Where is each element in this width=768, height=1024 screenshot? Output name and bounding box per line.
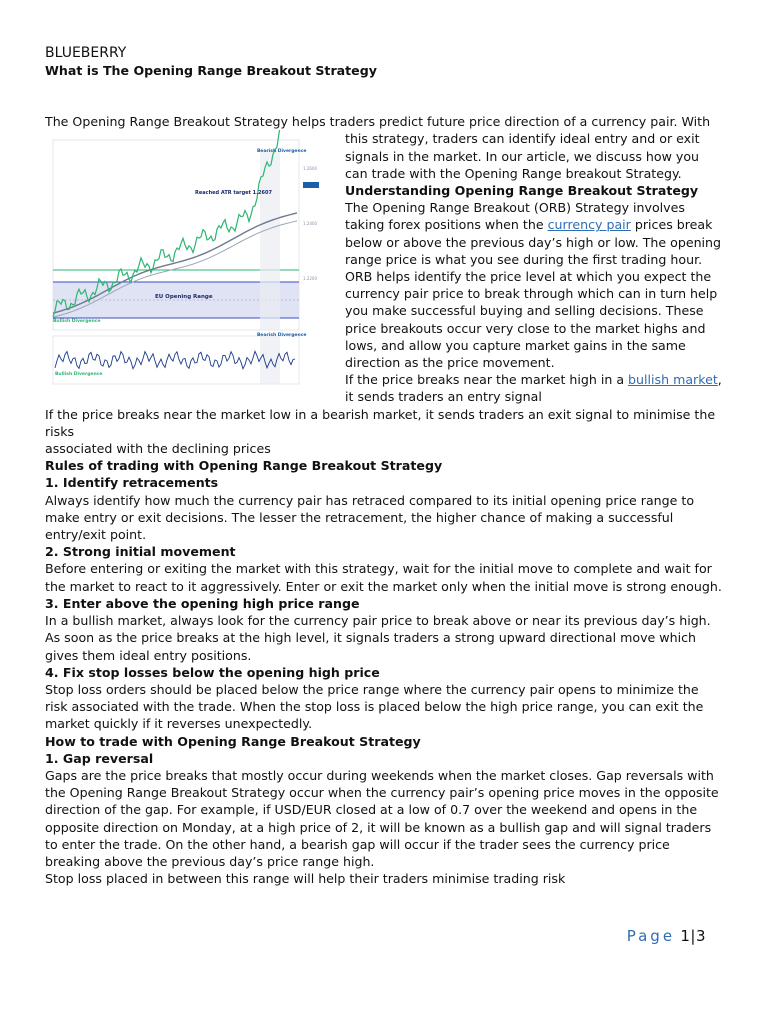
rule-2-text: Before entering or exiting the market with this strategy, wait for the initial move to complete and wait for the market to react to it aggressively. Enter or exit the market only when the initial move is strong enough. (45, 561, 722, 594)
range-label: EU Opening Range (155, 294, 213, 301)
rule-2-title: 2. Strong initial movement (45, 544, 236, 560)
intro-first-line: The Opening Range Breakout Strategy helps traders predict future price direction of a currency pair. With (45, 114, 711, 130)
rule-1-title: 1. Identify retracements (45, 475, 219, 491)
bearish-tail: associated with the declining prices (45, 441, 271, 457)
page-separator: | (690, 927, 696, 945)
svg-text:1.2200: 1.2200 (303, 276, 317, 282)
bullish-market-link[interactable]: bullish market (628, 372, 718, 388)
page-word: Page (626, 927, 676, 945)
bullish-label: Bullish Divergence (53, 319, 101, 325)
howto-1-text: Gaps are the price breaks that mostly occur during weekends when the market closes. Gap reversals with the Opening Range Breakout Strategy occur when the currency pair’s opening price moves in the opposite direction of the gap. For example, if USD/EUR closed at a low of 0.7 over the weekend and opens in the opposite direction on Monday, at a high price of 2, it will be known as a bullish gap and will signal traders to enter the trade. On the other hand, a bearish gap will occur if the trader sees the currency price breaking above the previous day’s price range high. (45, 767, 719, 869)
rule-4-text: Stop loss orders should be placed below the price range where the currency pair opens to minimize the risk associated with the trade. When the stop loss is placed below the high price range, you can exit the market quickly if it reverses unexpectedly. (45, 681, 704, 732)
bearish-paragraph: If the price breaks near the market low in a bearish market, it sends traders an exit signal to minimise the risks (45, 406, 716, 439)
page-footer (627, 928, 706, 945)
document-page (45, 44, 725, 887)
page-total: 3 (695, 927, 706, 945)
bearish-label: Bearish Divergence (257, 149, 307, 155)
svg-text:1.2600: 1.2600 (303, 166, 317, 172)
understanding-heading: Understanding Opening Range Breakout Strategy (345, 183, 699, 199)
orb-chart-figure (45, 130, 333, 392)
intro-rest: this strategy, traders can identify ideal entry and or exit signals in the market. In our article, we discuss how you can trade with the Opening Range breakout Strategy. (345, 131, 700, 181)
howto-heading: How to trade with Opening Range Breakout Strategy (45, 733, 421, 749)
atr-label: Reached ATR target 1.2607 (195, 190, 272, 197)
bullish-text-a: If the price breaks near the market high in a (345, 372, 629, 388)
orb-chart-image (45, 130, 333, 392)
bearish-lower-label: Bearish Divergence (257, 333, 307, 339)
bullish-text-b: , it sends traders an entry signal (345, 372, 722, 405)
understanding-text-a: The Opening Range Breakout (ORB) Strategy involves taking forex positions when the (345, 200, 685, 233)
howto-closing: Stop loss placed in between this range will help their traders minimise trading risk (45, 871, 566, 887)
rules-heading: Rules of trading with Opening Range Breakout Strategy (45, 458, 443, 474)
rule-3-title: 3. Enter above the opening high price range (45, 595, 360, 611)
rule-4-title: 4. Fix stop losses below the opening high price (45, 664, 380, 680)
bullish-lower-label: Bullish Divergence (55, 372, 103, 378)
brand-name: BLUEBERRY (45, 45, 127, 61)
understanding-text-b: prices break below or above the previous day’s high or low. The opening range price is what you see during the first trading hour. ORB helps identify the price level at which you expect the currency pair price to break through which can in turn help you make successful buying and selling decisions. These price breakouts occur very close to the market highs and lows, and allow you capture market gains in the same direction as the price movement. (345, 217, 722, 371)
rule-1-text: Always identify how much the currency pair has retraced compared to its initial opening price range to make entry or exit decisions. The lesser the retracement, the higher chance of making a successful entry/exit point. (45, 492, 695, 543)
howto-1-title: 1. Gap reversal (45, 750, 154, 766)
document-title: What is The Opening Range Breakout Strategy (45, 63, 377, 78)
rule-3-text: In a bullish market, always look for the currency pair price to break above or near its previous day’s high. As soon as the price breaks at the high level, it signals traders a strong upward directional move which gives them ideal entry positions. (45, 613, 711, 663)
currency-pair-link[interactable]: currency pair (547, 217, 631, 233)
svg-text:1.2400: 1.2400 (303, 221, 317, 227)
page-current: 1 (680, 927, 691, 945)
